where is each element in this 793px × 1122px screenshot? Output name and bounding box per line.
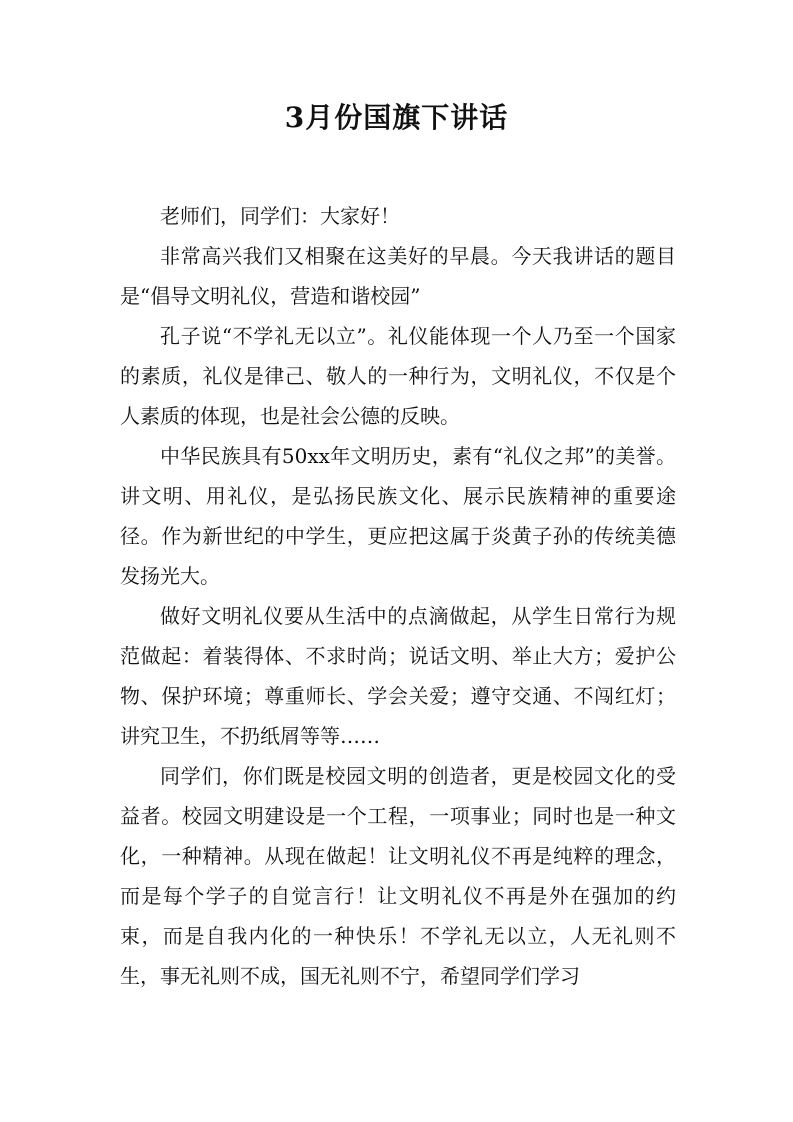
document-body	[120, 196, 676, 996]
paragraph-greeting: 老师们，同学们：大家好！	[160, 204, 400, 228]
paragraph-topic: 非常高兴我们又相聚在这美好的早晨。今天我讲话的题目是“倡导文明礼仪，营造和谐校园”	[120, 244, 676, 308]
paragraph-closing: 同学们，你们既是校园文明的创造者，更是校园文化的受益者。校园文明建设是一个工程，一项事业；同时也是一种文化，一种精神。从现在做起！让文明礼仪不再是纯粹的理念，而是每个学子的自觉言行！让文明礼仪不再是外在强加的约束，而是自我内化的一种快乐！不学礼无以立，人无礼则不生，事无礼则不成，国无礼则不宁，希望同学们学习	[120, 764, 676, 988]
paragraph-confucius: 孔子说“不学礼无以立”。礼仪能体现一个人乃至一个国家的素质，礼仪是律己、敬人的一种行为，文明礼仪，不仅是个人素质的体现，也是社会公德的反映。	[120, 324, 676, 428]
paragraph-heritage: 中华民族具有50xx年文明历史，素有“礼仪之邦”的美誉。讲文明、用礼仪，是弘扬民族文化、展示民族精神的重要途径。作为新世纪的中学生，更应把这属于炎黄子孙的传统美德发扬光大。	[120, 444, 676, 588]
paragraph-daily-conduct: 做好文明礼仪要从生活中的点滴做起，从学生日常行为规范做起：着装得体、不求时尚；说话文明、举止大方；爱护公物、保护环境；尊重师长、学会关爱；遵守交通、不闯红灯；讲究卫生，不扔纸屑等等……	[120, 604, 676, 748]
document-title: 3月份国旗下讲话	[284, 101, 509, 134]
